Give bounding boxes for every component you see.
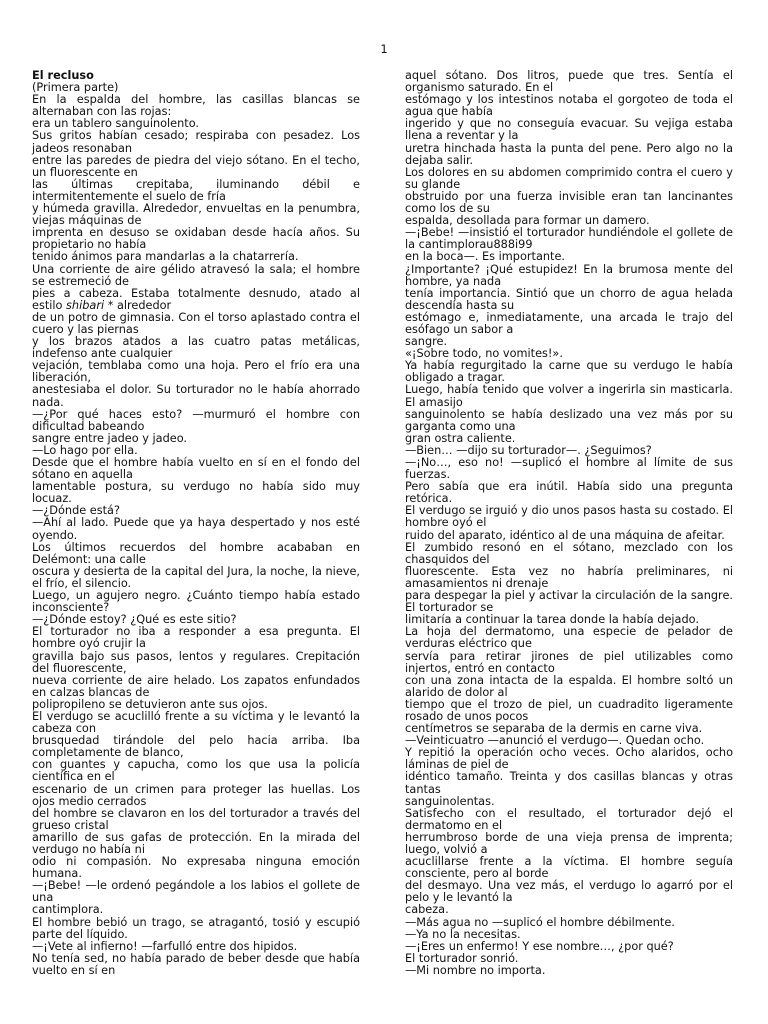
paragraph: tiempo que el trozo de piel, un cuadradito ligeramente rosado de unos pocos [405, 697, 733, 723]
paragraph: sangre. [405, 335, 448, 349]
paragraph: No tenía sed, no había parado de beber desde que había vuelto en sí en [32, 951, 360, 977]
paragraph: tenía importancia. Sintió que un chorro de agua helada descendía hasta su [405, 286, 733, 312]
paragraph: del hombre se clavaron en los del torturador a través del grueso cristal [32, 806, 360, 832]
paragraph: El torturador no iba a responder a esa pregunta. El hombre oyó crujir la [32, 625, 360, 651]
paragraph: —Veinticuatro —anunció el verdugo—. Quedan ocho. [405, 734, 705, 748]
paragraph: pies a cabeza. Estaba totalmente desnudo, atado al estilo shibari * alrededor [32, 286, 360, 312]
paragraph: ¿Importante? ¡Qué estupidez! En la brumosa mente del hombre, ya nada [405, 262, 733, 288]
paragraph: en la boca—. Es importante. [405, 250, 566, 264]
paragraph: —Lo hago por ella. [32, 443, 138, 457]
paragraph: espalda, desollada para formar un damero. [405, 214, 650, 228]
paragraph: oscura y desierta de la capital del Jura, la noche, la nieve, el frío, el silencio. [32, 564, 360, 590]
paragraph: El verdugo se irguió y dio unos pasos hasta su costado. El hombre oyó el [405, 504, 733, 530]
paragraph: uretra hinchada hasta la punta del pene. Pero algo no la dejaba salir. [405, 141, 733, 167]
paragraph: —¡Bebe! —insistió el torturador hundiéndole el gollete de la cantimplorau888i99 [405, 226, 733, 252]
paragraph: amarillo de sus gafas de protección. En la mirada del verdugo no había ni [32, 830, 360, 856]
paragraph: estómago e, inmediatamente, una arcada le trajo del esófago un sabor a [405, 310, 733, 336]
paragraph: Y repitió la operación ocho veces. Ocho alaridos, ocho láminas de piel de [405, 746, 733, 772]
paragraph: idéntico tamaño. Treinta y dos casillas blancas y otras tantas [405, 770, 733, 796]
paragraph: escenario de un crimen para proteger las huellas. Los ojos medio cerrados [32, 782, 360, 808]
paragraph: El zumbido resonó en el sótano, mezclado con los chasquidos del [405, 540, 733, 566]
paragraph: Los dolores en su abdomen comprimido contra el cuero y su glande [405, 165, 733, 191]
paragraph: cabeza. [405, 903, 449, 917]
paragraph: —Mi nombre no importa. [405, 963, 546, 977]
document-title: El recluso [32, 69, 94, 82]
paragraph: nueva corriente de aire helado. Los zapatos enfundados en calzas blancas de [32, 673, 360, 699]
paragraph: vejación, temblaba como una hoja. Pero el frío era una liberación, [32, 359, 360, 385]
paragraph: estómago y los intestinos notaba el gorgoteo de toda el agua que había [405, 93, 733, 119]
paragraph: tenido ánimos para mandarlas a la chatarrería. [32, 250, 299, 264]
paragraph: aquel sótano. Dos litros, puede que tres. Sentía el organismo saturado. En el [405, 69, 733, 95]
paragraph: de un potro de gimnasia. Con el torso aplastado contra el cuero y las piernas [32, 310, 360, 336]
paragraph: para despegar la piel y activar la circulación de la sangre. El torturador se [405, 589, 733, 615]
paragraph: «¡Sobre todo, no vomites!». [405, 347, 563, 361]
paragraph: centímetros se separaba de la dermis en carne viva. [405, 722, 703, 736]
paragraph: gravilla bajo sus pasos, lentos y regulares. Crepitación del fluorescente, [32, 649, 360, 675]
paragraph: gran ostra caliente. [405, 431, 516, 445]
paragraph: —¡Bebe! —le ordenó pegándole a los labios el gollete de una [32, 879, 360, 905]
paragraph: En la espalda del hombre, las casillas blancas se alternaban con las rojas: [32, 93, 360, 119]
paragraph: Los últimos recuerdos del hombre acababan en Delémont: una calle [32, 540, 360, 566]
paragraph: Satisfecho con el resultado, el torturador dejó el dermatomo en el [405, 806, 733, 832]
paragraph: era un tablero sanguinolento. [32, 117, 200, 131]
paragraph: obstruido por una fuerza invisible eran tan lancinantes como los de su [405, 189, 733, 216]
paragraph: cantimplora. [32, 903, 104, 917]
paragraph: —¿Dónde está? [32, 504, 120, 518]
paragraph: polipropileno se detuvieron ante sus ojos. [32, 697, 268, 711]
paragraph: —¿Por qué haces esto? —murmuró el hombre con dificultad babeando [32, 407, 360, 433]
document-subtitle: (Primera parte) [32, 81, 119, 95]
left-paragraphs [32, 94, 360, 977]
paragraph: Pero sabía que era inútil. Había sido una pregunta retórica. [405, 480, 733, 506]
paragraph: entre las paredes de piedra del viejo sótano. En el techo, un fluorescente en [32, 153, 360, 179]
paragraph: lamentable postura, su verdugo no había sido muy locuaz. [32, 480, 360, 506]
paragraph: imprenta en desuso se oxidaban desde hacía años. Su propietario no había [32, 226, 360, 252]
right-column [405, 70, 733, 977]
paragraph: con una zona intacta de la espalda. El hombre soltó un alarido de dolor al [405, 673, 733, 699]
paragraph: acuclillarse frente a la víctima. El hombre seguía consciente, pero al borde [405, 855, 733, 881]
paragraph: —¡Eres un enfermo! Y ese nombre…, ¿por qué? [405, 939, 674, 953]
paragraph: —Ya no la necesitas. [405, 927, 521, 941]
paragraph: El verdugo se acuclilló frente a su víctima y le levantó la cabeza con [32, 709, 360, 736]
paragraph: —¿Dónde estoy? ¿Qué es este sitio? [32, 613, 237, 627]
paragraph: Una corriente de aire gélido atravesó la sala; el hombre se estremeció de [32, 262, 360, 288]
paragraph: —¡Vete al infierno! —farfulló entre dos hipidos. [32, 939, 298, 953]
paragraph: y húmeda gravilla. Alrededor, envueltas en la penumbra, viejas máquinas de [32, 202, 360, 228]
paragraph: y los brazos atados a las cuatro patas metálicas, indefenso ante cualquier [32, 335, 360, 361]
paragraph: fluorescente. Esta vez no habría preliminares, ni amasamientos ni drenaje [405, 564, 733, 590]
paragraph: servía para retirar jirones de piel utilizables como injertos, entró en contacto [405, 649, 733, 675]
paragraph: —Ahí al lado. Puede que ya haya despertado y nos esté oyendo. [32, 516, 360, 542]
paragraph: brusquedad tirándole del pelo hacia arriba. Iba completamente de blanco, [32, 734, 360, 760]
paragraph: limitaría a continuar la tarea donde la había dejado. [405, 613, 699, 627]
right-paragraphs [405, 70, 733, 977]
paragraph: ruido del aparato, idéntico al de una máquina de afeitar. [405, 528, 725, 542]
left-column [32, 70, 360, 977]
paragraph: —¡No…, eso no! —suplicó el hombre al límite de sus fuerzas. [405, 456, 733, 482]
paragraph: La hoja del dermatomo, una especie de pelador de verduras eléctrico que [405, 625, 733, 651]
paragraph: las últimas crepitaba, iluminando débil e intermitentemente el suelo de fría [32, 177, 360, 203]
paragraph: —Más agua no —suplicó el hombre débilmente. [405, 915, 675, 929]
paragraph: odio ni compasión. No expresaba ninguna emoción humana. [32, 855, 360, 881]
paragraph: anestesiaba el dolor. Su torturador no le había ahorrado nada. [32, 383, 360, 409]
paragraph: sanguinolento se había deslizado una vez más por su garganta como una [405, 407, 733, 433]
paragraph: Sus gritos habían cesado; respiraba con pesadez. Los jadeos resonaban [32, 129, 360, 155]
paragraph: ingerido y que no conseguía evacuar. Su vejiga estaba llena a reventar y la [405, 117, 733, 143]
paragraph: del desmayo. Una vez más, el verdugo lo agarró por el pelo y le levantó la [405, 879, 733, 905]
paragraph: Ya había regurgitado la carne que su verdugo le había obligado a tragar. [405, 359, 733, 385]
paragraph: El torturador sonrió. [405, 951, 519, 965]
page-number: 1 [380, 42, 388, 56]
paragraph: sanguinolentas. [405, 794, 495, 808]
paragraph: herrumbroso borde de una vieja prensa de imprenta; luego, volvió a [405, 830, 733, 856]
paragraph: con guantes y capucha, como los que usa la policía científica en el [32, 758, 360, 784]
paragraph: Luego, había tenido que volver a ingerirla sin masticarla. El amasijo [405, 383, 733, 409]
paragraph: sangre entre jadeo y jadeo. [32, 431, 188, 445]
paragraph: —Bien… —dijo su torturador—. ¿Seguimos? [405, 443, 652, 457]
paragraph: Luego, un agujero negro. ¿Cuánto tiempo había estado inconsciente? [32, 589, 360, 615]
paragraph: El hombre bebió un trago, se atragantó, tosió y escupió parte del líquido. [32, 915, 360, 941]
paragraph: Desde que el hombre había vuelto en sí en el fondo del sótano en aquella [32, 456, 360, 482]
